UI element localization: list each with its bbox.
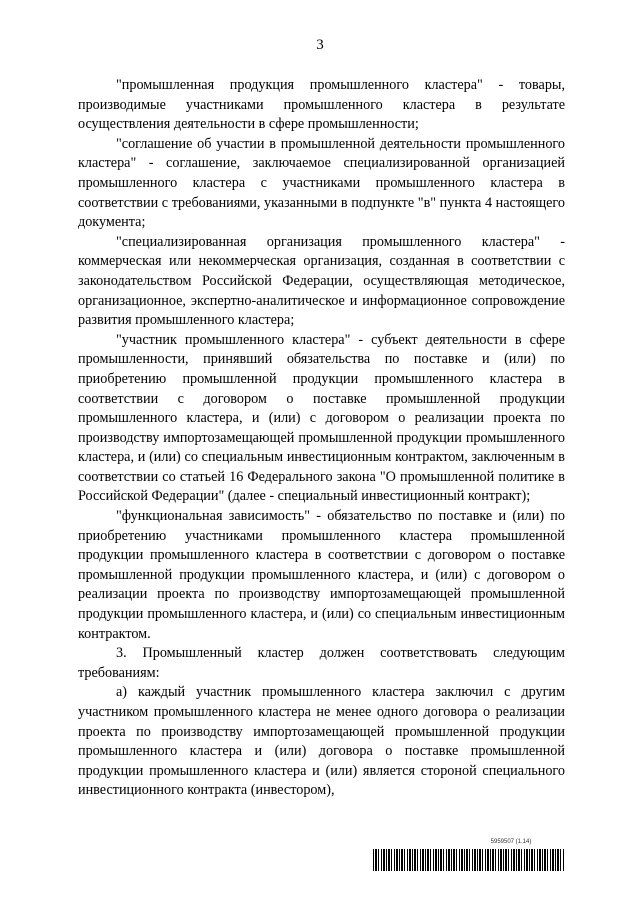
paragraph-cluster-participant-definition: "участник промышленного кластера" - субъект деятельности в сфере промышленности, принявший обязательства по поставке и (или) по приобретению промышленной продукции промышленного кластера в соответствии с договором о поставке промышленной продукции промышленного кластера, и (или) с договором о реализации проекта по производству импортозамещающей промышленной продукции промышленного кластера, и (или) со специальным инвестиционным контрактом, заключенным в соответствии со статьей 16 Федерального закона "О промышленной политике в Российской Федерации" (далее - специальный инвестиционный контракт);: [78, 331, 565, 505]
paragraph-requirement-a: а) каждый участник промышленного кластера заключил с другим участником промышленного кластера не менее одного договора о реализации проекта по производству импортозамещающей промышленной продукции промышленного кластера и (или) договора о поставке промышленной продукции промышленного кластера и (или) является стороной специального инвестиционного контракта (инвестором),: [78, 684, 565, 799]
paragraph-section-3-requirements: 3. Промышленный кластер должен соответствовать следующим требованиям:: [78, 645, 565, 681]
paragraph-specialized-organization-definition: "специализированная организация промышленного кластера" - коммерческая или некоммерческая организация, созданная в соответствии с законодательством Российской Федерации, осуществляющая методическое, организационное, экспертно-аналитическое и информационное сопровождение развития промышленного кластера;: [78, 233, 565, 329]
page-number: 3: [316, 37, 324, 53]
paragraph-industrial-products-definition: "промышленная продукция промышленного кластера" - товары, производимые участниками промышленного кластера в результате осуществления деятельности в сфере промышленности;: [78, 77, 565, 133]
paragraph-functional-dependency-definition: "функциональная зависимость" - обязательство по поставке и (или) по приобретению участниками промышленного кластера промышленной продукции промышленного кластера в соответствии с договором о поставке промышленной продукции промышленного кластера, и (или) с договором о реализации проекта по производству импортозамещающей промышленной продукции промышленного кластера, и (или) со специальным инвестиционным контрактом.: [78, 508, 565, 642]
barcode-icon: [373, 849, 565, 871]
paragraph-participation-agreement-definition: "соглашение об участии в промышленной деятельности промышленного кластера" - соглашение, заключаемое специализированной организацией промышленного кластера с участниками промышленного кластера в соответствии с требованиями, указанными в подпункте "в" пункта 4 настоящего документа;: [78, 135, 565, 231]
document-code: 5959507 (1.14): [490, 839, 532, 845]
document-body: [78, 76, 565, 801]
